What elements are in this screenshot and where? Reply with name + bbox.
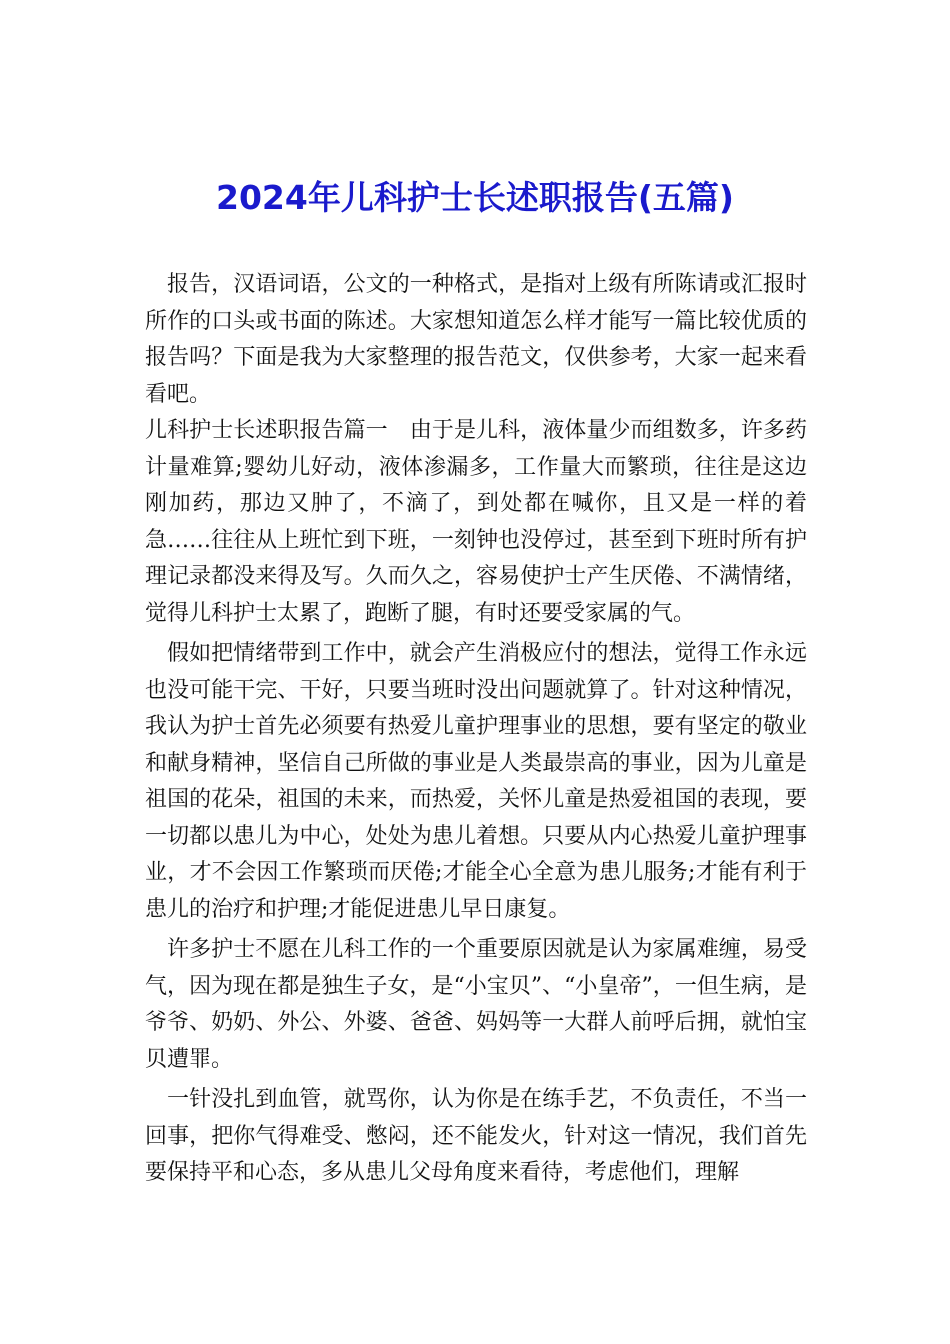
paragraph-section-one: 儿科护士长述职报告篇一 由于是儿科，液体量少而组数多，许多药计量难算;婴幼儿好动，液体渗漏多，工作量大而繁琐，往往是这边刚加药，那边又肿了，不滴了，到处都在喊你，且又是一样的着急……往往从上班忙到下班，一刻钟也没停过，甚至到下班时所有护理记录都没来得及写。久而久之，容易使护士产生厌倦、不满情绪，觉得儿科护士太累了，跑断了腿，有时还要受家属的气。	[145, 418, 807, 626]
paragraph-needle: 一针没扎到血管，就骂你，认为你是在练手艺，不负责任，不当一回事，把你气得难受、憋闷，还不能发火，针对这一情况，我们首先要保持平和心态，多从患儿父母角度来看待，考虑他们，理解	[145, 1087, 807, 1185]
title-wrap	[0, 176, 950, 220]
paragraph-family: 许多护士不愿在儿科工作的一个重要原因就是认为家属难缠，易受气，因为现在都是独生子女，是“小宝贝”、“小皇帝”，一但生病，是爷爷、奶奶、外公、外婆、爸爸、妈妈等一大群人前呼后拥，就怕宝贝遭罪。	[145, 937, 807, 1072]
document-body	[145, 267, 807, 1192]
document-title: 2024年儿科护士长述职报告(五篇)	[215, 178, 734, 217]
paragraph-attitude: 假如把情绪带到工作中，就会产生消极应付的想法，觉得工作永远也没可能干完、干好，只要当班时没出问题就算了。针对这种情况，我认为护士首先必须要有热爱儿童护理事业的思想，要有坚定的敬业和献身精神，坚信自己所做的事业是人类最崇高的事业，因为儿童是祖国的花朵，祖国的未来，而热爱，关怀儿童是热爱祖国的表现，要一切都以患儿为中心，处处为患儿着想。只要从内心热爱儿童护理事业，才不会因工作繁琐而厌倦;才能全心全意为患儿服务;才能有利于患儿的治疗和护理;才能促进患儿早日康复。	[145, 641, 807, 922]
paragraph-intro: 报告，汉语词语，公文的一种格式，是指对上级有所陈请或汇报时所作的口头或书面的陈述。大家想知道怎么样才能写一篇比较优质的报告吗？下面是我为大家整理的报告范文，仅供参考，大家一起来看看吧。	[145, 272, 807, 407]
